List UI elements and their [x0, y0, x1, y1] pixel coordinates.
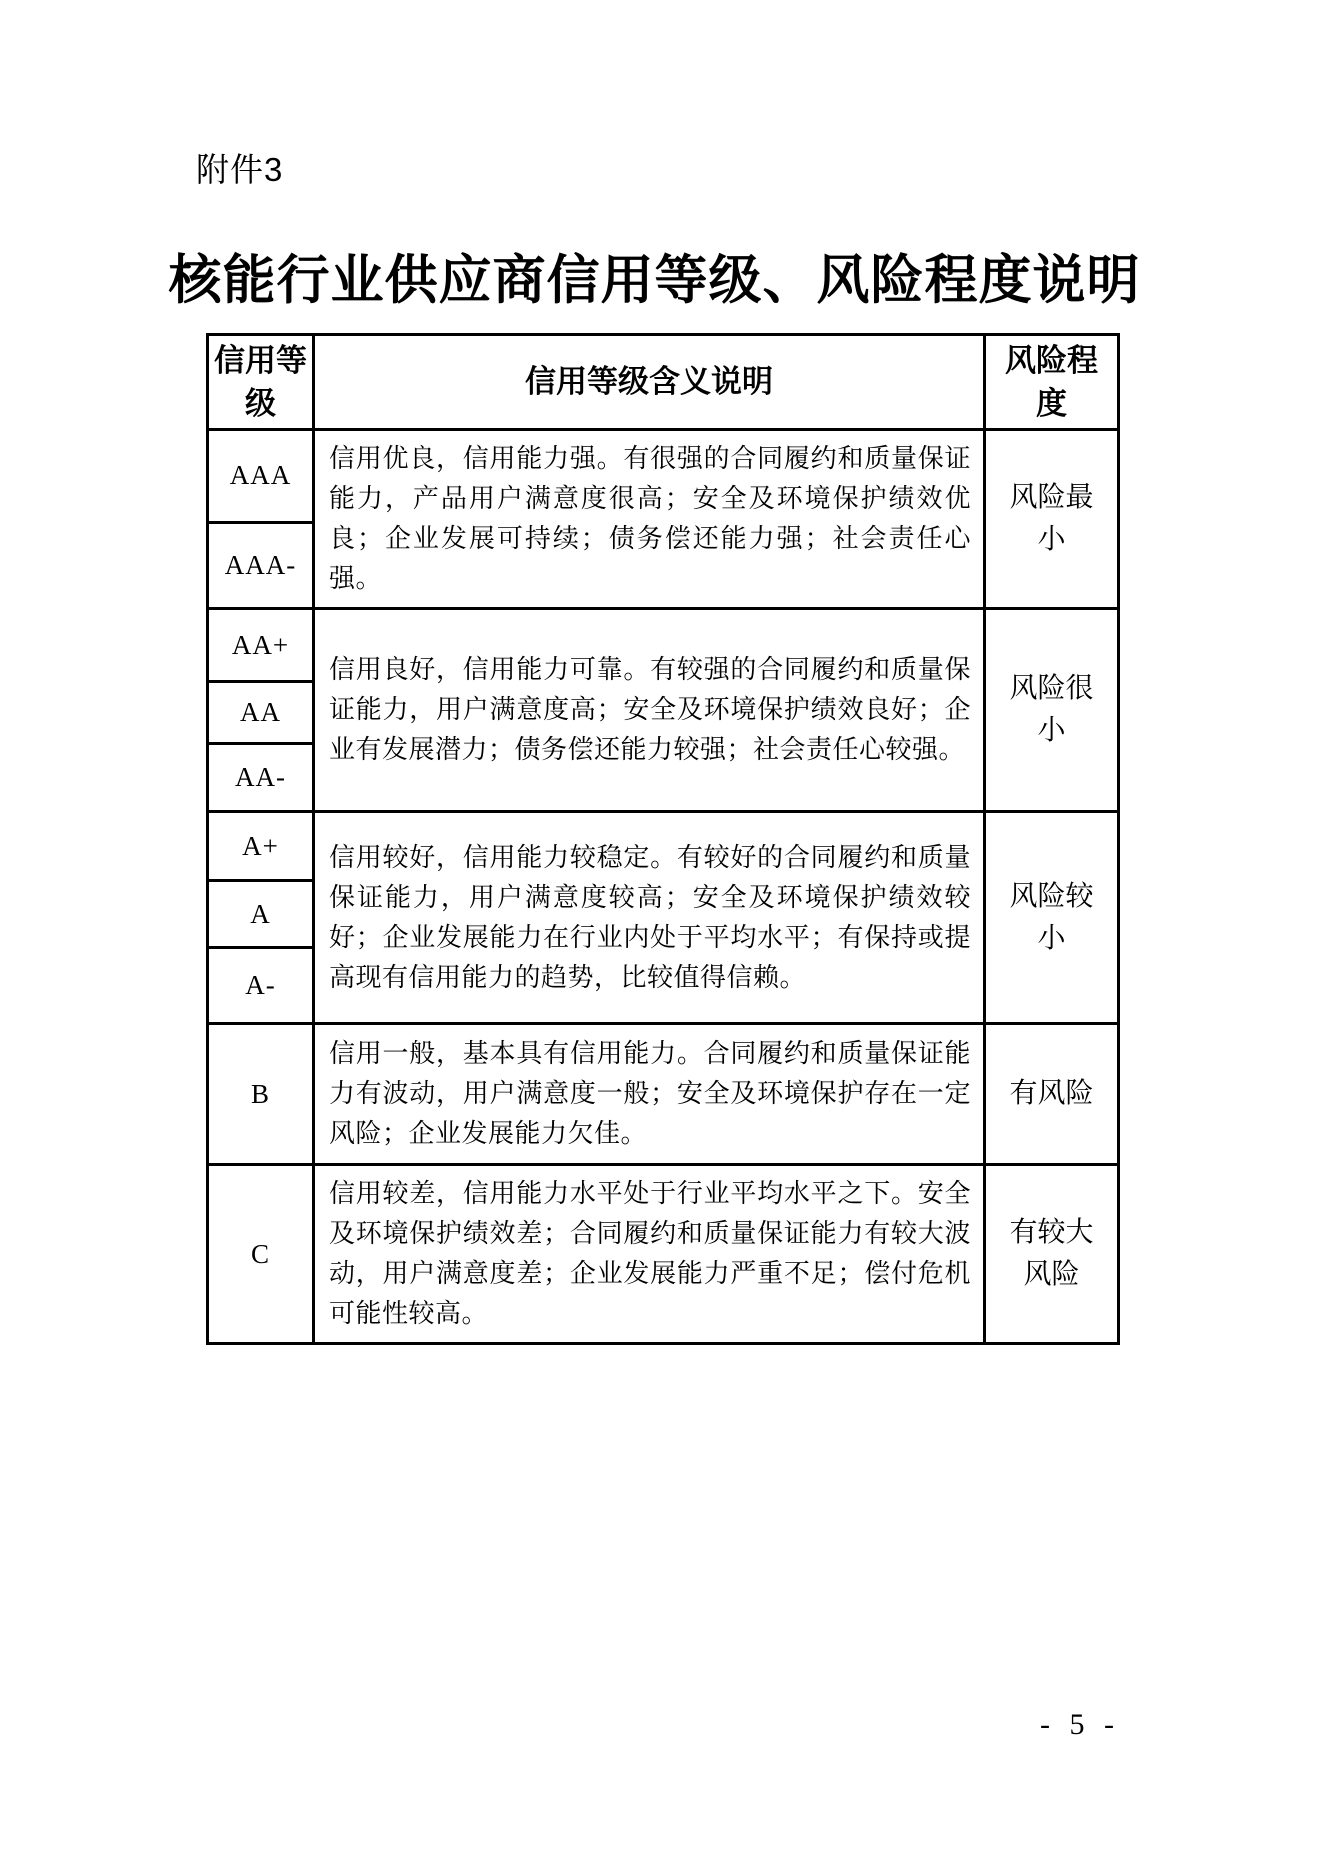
header-risk-level: 风险程度: [985, 335, 1119, 430]
table-row: [208, 812, 1119, 881]
table-row: [208, 1024, 1119, 1165]
description-cell: 信用较好，信用能力较稳定。有较好的合同履约和质量保证能力，用户满意度较高；安全及环境保护绩效较好；企业发展能力在行业内处于平均水平；有保持或提高现有信用能力的趋势，比较值得信赖。: [314, 812, 985, 1024]
risk-cell: 风险最小: [985, 430, 1119, 609]
grade-cell-aaa: AAA: [208, 430, 314, 523]
page-number: - 5 -: [1040, 1708, 1120, 1741]
risk-cell: 风险较小: [985, 812, 1119, 1024]
grade-cell-aa-: AA-: [208, 744, 314, 812]
page-title: 核能行业供应商信用等级、风险程度说明: [168, 252, 1141, 310]
grade-cell-aaa-: AAA-: [208, 522, 314, 608]
risk-cell: 有较大风险: [985, 1165, 1119, 1344]
table-header-row: [208, 335, 1119, 430]
grade-cell-aa: AA: [208, 682, 314, 744]
grade-cell-b: B: [208, 1024, 314, 1165]
table-row: [208, 1165, 1119, 1344]
attachment-label: 附件3: [196, 151, 284, 188]
grade-cell-a-: A-: [208, 948, 314, 1024]
grade-cell-aa+: AA+: [208, 609, 314, 682]
header-credit-grade: 信用等级: [208, 335, 314, 430]
credit-rating-table: [206, 333, 1120, 1345]
description-cell: 信用较差，信用能力水平处于行业平均水平之下。安全及环境保护绩效差；合同履约和质量保证能力有较大波动，用户满意度差；企业发展能力严重不足；偿付危机可能性较高。: [314, 1165, 985, 1344]
table-row: [208, 430, 1119, 523]
description-cell: 信用良好，信用能力可靠。有较强的合同履约和质量保证能力，用户满意度高；安全及环境保护绩效良好；企业有发展潜力；债务偿还能力较强；社会责任心较强。: [314, 609, 985, 812]
risk-cell: 有风险: [985, 1024, 1119, 1165]
description-cell: 信用一般，基本具有信用能力。合同履约和质量保证能力有波动，用户满意度一般；安全及环境保护存在一定风险；企业发展能力欠佳。: [314, 1024, 985, 1165]
header-grade-meaning: 信用等级含义说明: [314, 335, 985, 430]
description-cell: 信用优良，信用能力强。有很强的合同履约和质量保证能力，产品用户满意度很高；安全及环境保护绩效优良；企业发展可持续；债务偿还能力强；社会责任心强。: [314, 430, 985, 609]
risk-cell: 风险很小: [985, 609, 1119, 812]
grade-cell-a+: A+: [208, 812, 314, 881]
grade-cell-c: C: [208, 1165, 314, 1344]
grade-cell-a: A: [208, 881, 314, 948]
table-row: [208, 609, 1119, 682]
